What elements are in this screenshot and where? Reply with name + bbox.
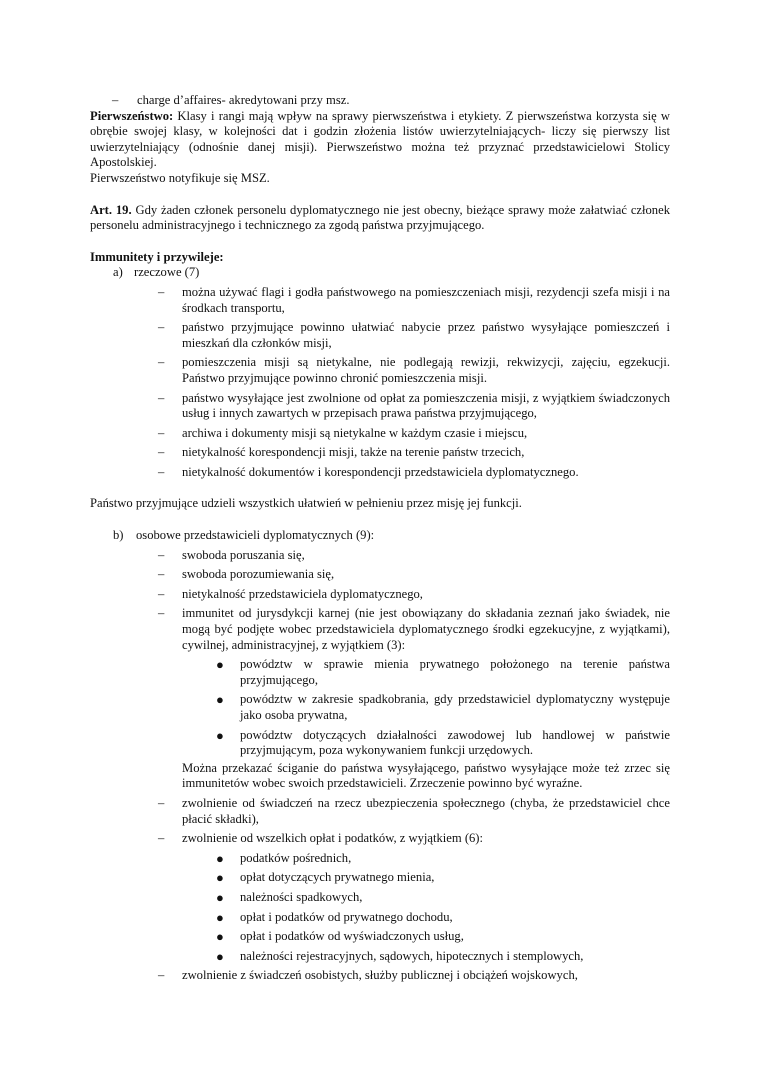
bullet-item-text: powództw w sprawie mienia prywatnego położonego na terenie państwa przyjmującego,	[240, 657, 670, 687]
list-item	[90, 796, 670, 827]
bullet-item	[90, 949, 670, 965]
bullet-item-text: opłat dotyczących prywatnego mienia,	[240, 870, 435, 885]
dash-marker: –	[158, 831, 165, 846]
list-item	[90, 606, 670, 653]
list-item	[90, 320, 670, 351]
bullet-marker: ●	[216, 929, 224, 945]
dash-marker: –	[158, 586, 165, 601]
facilities-note: Państwo przyjmujące udzieli wszystkich ułatwień w pełnieniu przez misję jej funkcji.	[90, 496, 522, 511]
bullet-item	[90, 728, 670, 759]
bullet-item-text: powództw w zakresie spadkobrania, gdy przedstawiciel dyplomatyczny występuje jako osoba prywatna,	[240, 692, 670, 722]
exceptions-list	[90, 657, 670, 759]
list-item-text: zwolnienie od świadczeń na rzecz ubezpieczenia społecznego (chyba, że przedstawiciel chce płacić składki),	[182, 795, 670, 826]
list-item-text: zwolnienie z świadczeń osobistych, służby publicznej i obciążeń wojskowych,	[182, 968, 578, 983]
list-item-text: pomieszczenia misji są nietykalne, nie podlegają rewizji, rekwizycji, zajęciu, egzekucji. Państwo przyjmujące powinno chronić pomieszczenia misji.	[182, 355, 670, 385]
dash-marker: –	[158, 464, 165, 479]
list-item-text: zwolnienie od wszelkich opłat i podatków, z wyjątkiem (6):	[182, 831, 484, 846]
dash-marker: –	[158, 355, 165, 370]
section-b-heading	[90, 528, 670, 544]
dash-marker: –	[158, 968, 165, 983]
bullet-item-text: powództw dotyczących działalności zawodowej lub handlowej w państwie przyjmującym, poza wykonywaniem funkcji urzędowych.	[240, 727, 670, 758]
bullet-item	[90, 910, 670, 926]
list-item-text: immunitet od jurysdykcji karnej (nie jest obowiązany do składania zeznań jako świadek, nie mogą być podjęte wobec przedstawiciela dyplomatycznego środki egzekucyjne, z wyjątkami), cywilnej, administracyjnej, z wyjątkiem (3):	[182, 606, 670, 652]
list-item-text: można używać flagi i godła państwowego na pomieszczeniach misji, rezydencji szefa misji i na środkach transportu,	[182, 284, 670, 315]
art19-label: Art. 19.	[90, 202, 132, 217]
section-a-title: rzeczowe (7)	[134, 265, 200, 280]
dash-marker: –	[158, 445, 165, 460]
list-item-text: swoboda poruszania się,	[182, 547, 305, 562]
precedence-note: Pierwszeństwo notyfikuje się MSZ.	[90, 170, 270, 185]
dash-marker: –	[158, 320, 165, 335]
list-item	[90, 548, 670, 564]
list-item	[90, 445, 670, 461]
list-item	[90, 831, 670, 847]
dash-marker: –	[158, 606, 165, 621]
immunities-heading: Immunitety i przywileje:	[90, 249, 224, 264]
section-a-heading	[90, 265, 670, 281]
list-item	[90, 567, 670, 583]
bullet-marker: ●	[216, 870, 224, 886]
list-item	[90, 93, 670, 109]
bullet-marker: ●	[216, 889, 224, 905]
precedence-paragraph	[90, 109, 670, 171]
list-item-text: charge d’affaires- akredytowani przy msz.	[137, 93, 350, 107]
list-item	[90, 426, 670, 442]
dash-marker: –	[158, 425, 165, 440]
list-item-text: swoboda porozumiewania się,	[182, 567, 335, 582]
bullet-marker: ●	[216, 657, 224, 673]
precedence-text: Klasy i rangi mają wpływ na sprawy pierwszeństwa i etykiety. Z pierwszeństwa korzysta się w obrębie swojej klasy, w kolejności dat i godzin złożenia listów uwierzytelniających- liczy się pierwszy list uwierzytelniający (odnośnie danej misji). Pierwszeństwo można też przyznać przedstawicielowi Stolicy Apostolskiej.	[90, 108, 670, 170]
bullet-item-text: opłat i podatków od wyświadczonych usług,	[240, 929, 464, 944]
bullet-item-text: należności rejestracyjnych, sądowych, hipotecznych i stemplowych,	[240, 948, 584, 963]
dash-marker: –	[112, 93, 119, 107]
dash-marker: –	[158, 795, 165, 810]
list-item-text: nietykalność przedstawiciela dyplomatycznego,	[182, 586, 423, 601]
list-item	[90, 285, 670, 316]
art19-paragraph	[90, 203, 670, 234]
bullet-item	[90, 870, 670, 886]
list-item	[90, 465, 670, 481]
bullet-marker: ●	[216, 850, 224, 866]
list-item-text: nietykalność dokumentów i korespondencji przedstawiciela dyplomatycznego.	[182, 464, 579, 479]
dash-marker: –	[158, 390, 165, 405]
list-item	[90, 587, 670, 603]
bullet-item	[90, 657, 670, 688]
art19-text: Gdy żaden członek personelu dyplomatycznego nie jest obecny, bieżące sprawy może załatwiać członek personelu administracyjnego i technicznego za zgodą państwa przyjmującego.	[90, 202, 670, 233]
section-b-title: osobowe przedstawicieli dyplomatycznych (9):	[136, 528, 375, 543]
bullet-marker: ●	[216, 948, 224, 964]
bullet-item-text: należności spadkowych,	[240, 889, 363, 904]
bullet-item	[90, 851, 670, 867]
tax-exceptions-list	[90, 851, 670, 965]
bullet-marker: ●	[216, 909, 224, 925]
list-item-text: państwo wysyłające jest zwolnione od opłat za pomieszczenia misji, z wyjątkiem świadczonych usług i innych zawartych w przepisach prawa państwa przyjmującego,	[182, 390, 670, 421]
list-item-text: archiwa i dokumenty misji są nietykalne w każdym czasie i miejscu,	[182, 425, 528, 440]
section-a-list	[90, 285, 670, 481]
section-b-list	[90, 548, 670, 984]
bullet-item-text: opłat i podatków od prywatnego dochodu,	[240, 909, 453, 924]
list-item-text: nietykalność korespondencji misji, także na terenie państw trzecich,	[182, 445, 525, 460]
waiver-note: Można przekazać ściganie do państwa wysyłającego, państwo wysyłające może też zrzec się immunitetów wobec swoich przedstawicieli. Zrzeczenie powinno być wyraźne.	[182, 760, 670, 791]
bullet-marker: ●	[216, 727, 224, 743]
section-a-marker: a)	[113, 265, 123, 280]
dash-marker: –	[158, 547, 165, 562]
bullet-item-text: podatków pośrednich,	[240, 850, 352, 865]
list-item	[90, 355, 670, 386]
list-item	[90, 391, 670, 422]
bullet-item	[90, 929, 670, 945]
section-b-marker: b)	[113, 528, 124, 543]
bullet-item	[90, 692, 670, 723]
precedence-label: Pierwszeństwo:	[90, 108, 174, 123]
dash-marker: –	[158, 284, 165, 299]
list-item-text: państwo przyjmujące powinno ułatwiać nabycie przez państwo wysyłające pomieszczeń i mieszkań dla członków misji,	[182, 320, 670, 350]
bullet-item	[90, 890, 670, 906]
dash-marker: –	[158, 567, 165, 582]
list-item	[90, 968, 670, 984]
bullet-marker: ●	[216, 692, 224, 708]
